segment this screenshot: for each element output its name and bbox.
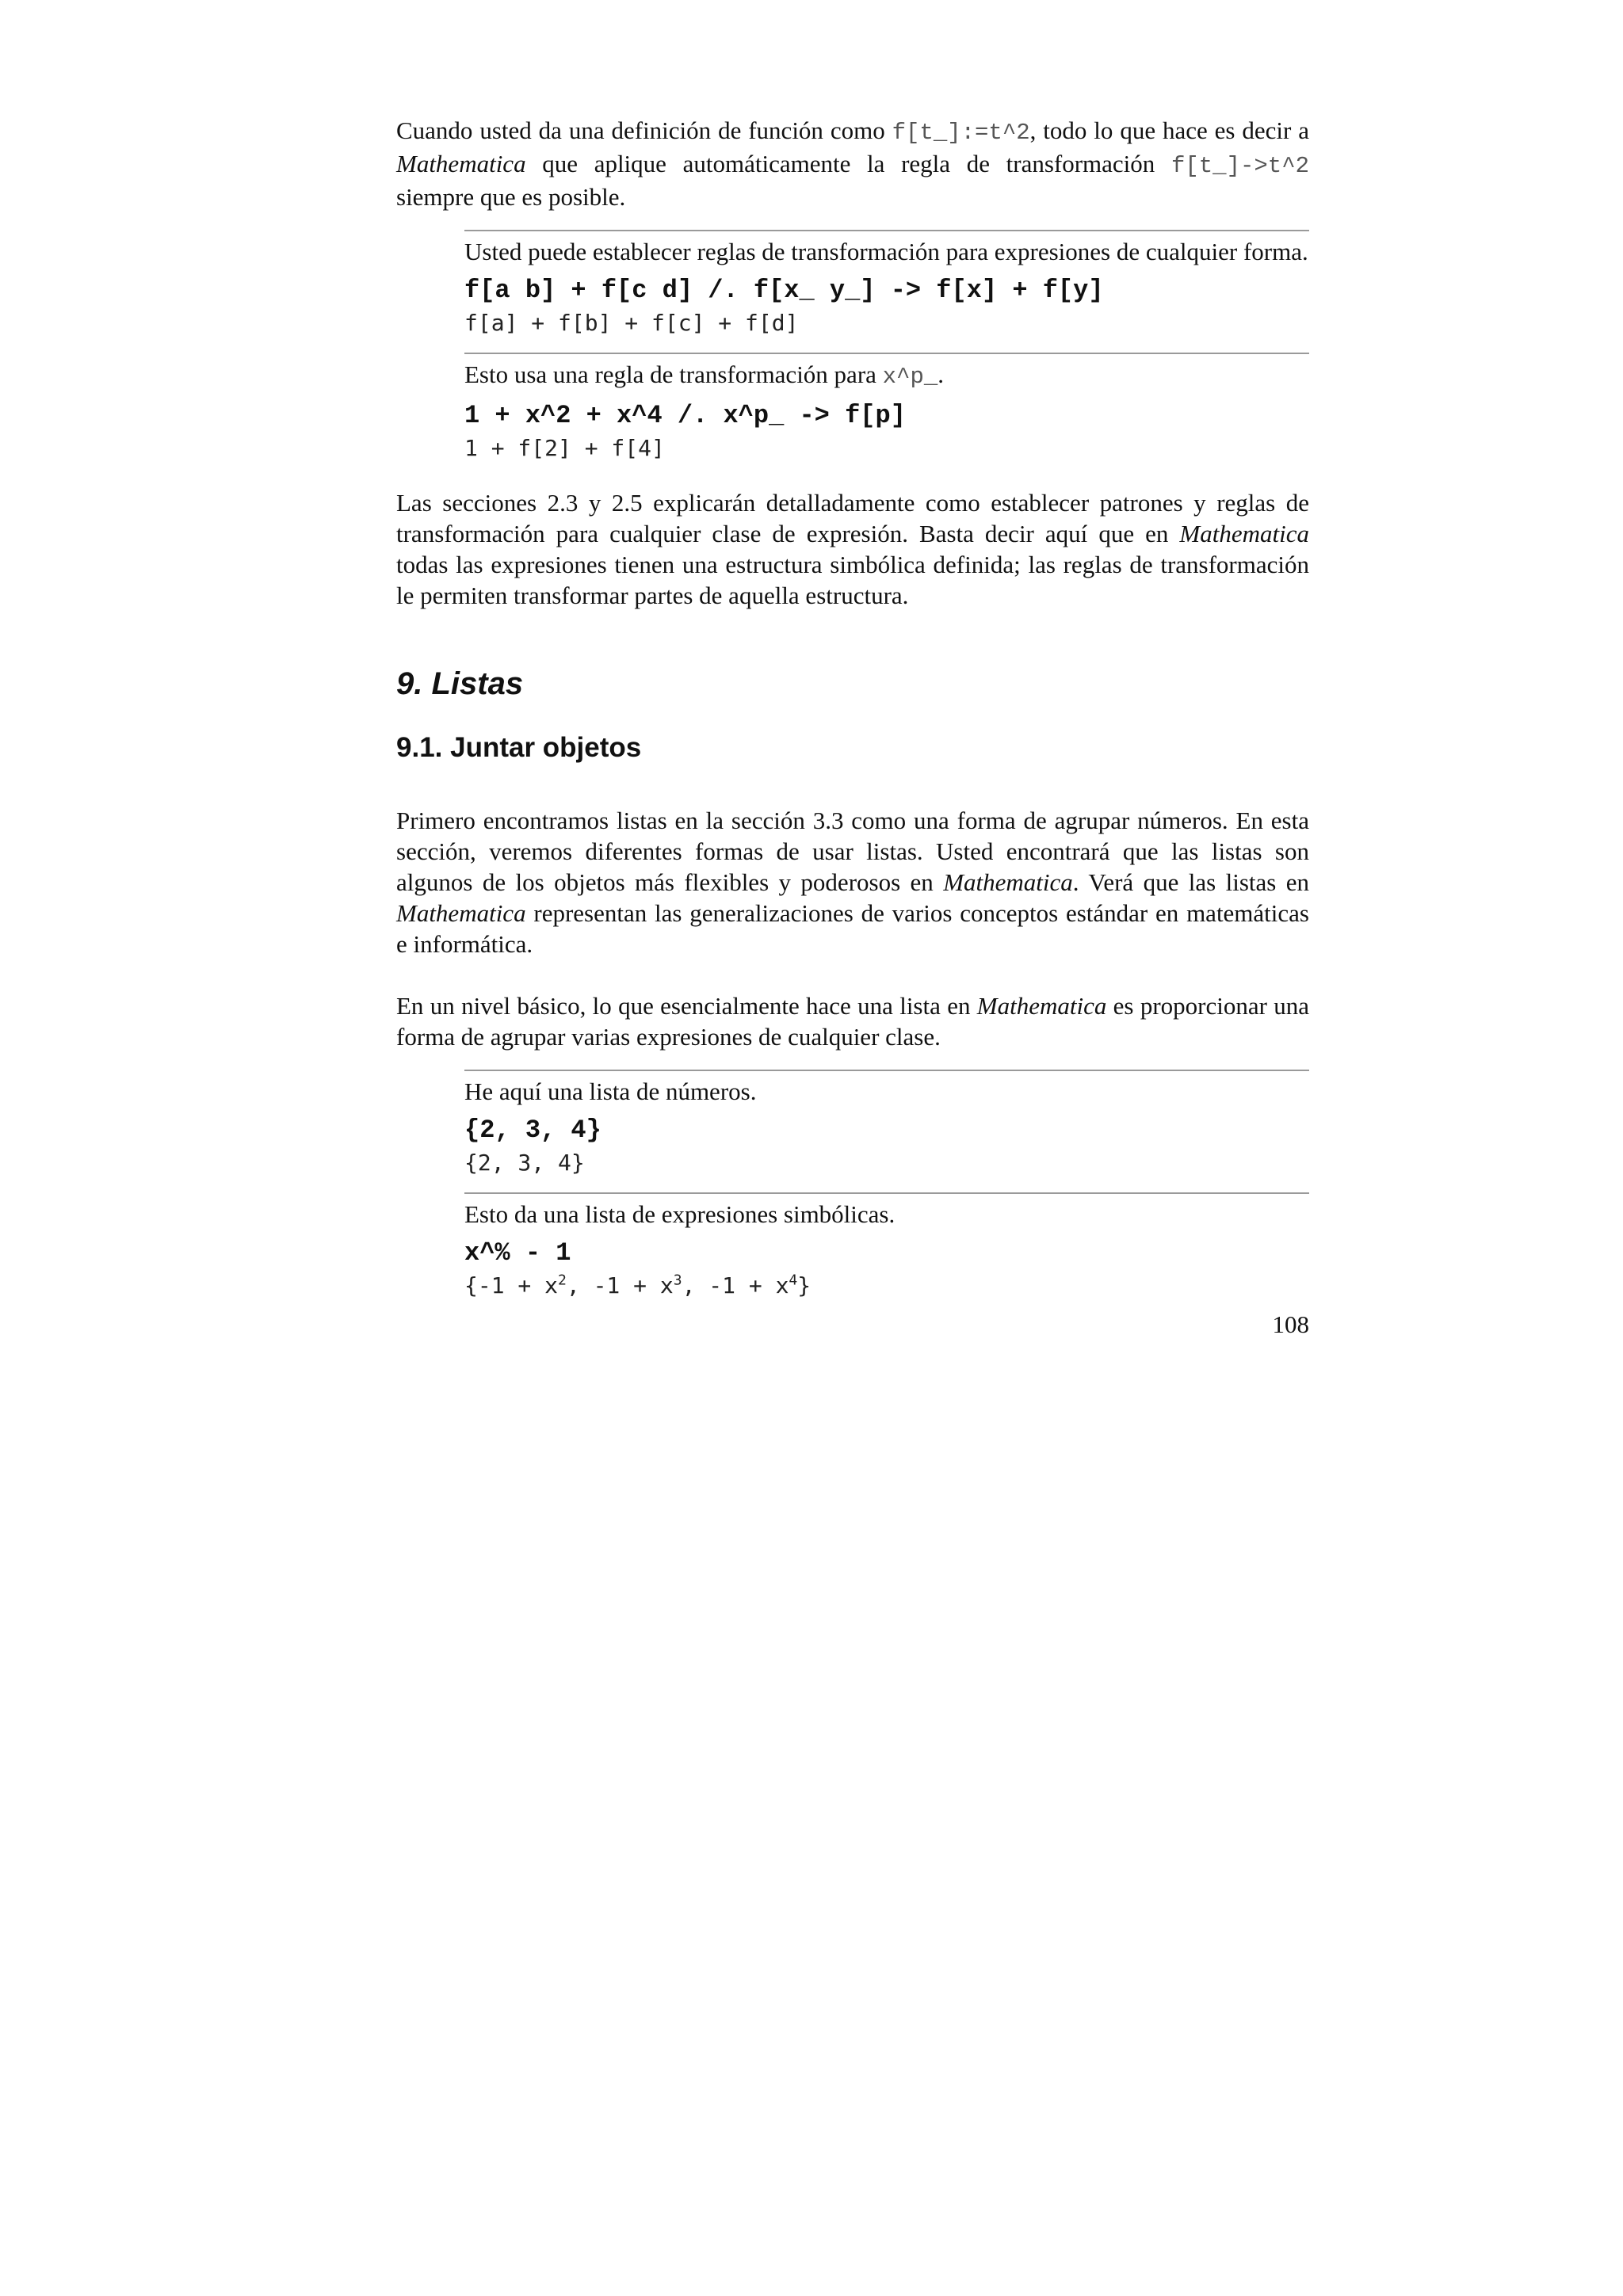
emphasis: Mathematica [1179, 520, 1309, 547]
emphasis: Mathematica [396, 150, 526, 177]
example-symbolic-list [464, 1192, 1309, 1301]
subsection-title: 9.1. Juntar objetos [396, 732, 642, 763]
paragraph-function-definition: Cuando usted da una definición de función como f[t_]:=t^2, todo lo que hace es decir a Mathematica que aplique automáticamente la regla de transformación f[t_]->t^2 siempre que es posible. [396, 116, 1309, 211]
output-cell: {$-1 + x^2$, $-1 + x^3$, $-1 + x^4$} [464, 1272, 812, 1299]
exponent: 4 [789, 1272, 798, 1289]
input-cell: 1 + x^2 + x^4 /. x^p_ -> f[p] [464, 401, 906, 430]
output-cell: f[a] + f[b] + f[c] + f[d] [464, 310, 799, 336]
inline-code: x^p_ [882, 364, 938, 390]
example-description: Esto usa una regla de transformación para x^p_. [464, 360, 945, 390]
example-transformation-rules [464, 230, 1309, 338]
input-cell: f[a b] + f[c d] /. f[x_ y_] -> f[x] + f[y] [464, 276, 1104, 305]
inline-code: f[t_]->t^2 [1170, 153, 1309, 179]
emphasis: Mathematica [943, 868, 1073, 896]
input-cell: {2, 3, 4} [464, 1116, 601, 1145]
page-content [396, 115, 1309, 1348]
paragraph-lists-basic: En un nivel básico, lo que esencialmente hace una lista en Mathematica es proporcionar una forma de agrupar varias expresiones de cualquier clase. [396, 992, 1309, 1051]
output-cell: {2, 3, 4} [464, 1150, 585, 1176]
output-cell: 1 + f[2] + f[4] [464, 435, 665, 461]
example-description: Esto da una lista de expresiones simbólicas. [464, 1200, 896, 1228]
paragraph-lists-intro: Primero encontramos listas en la sección 3.3 como una forma de agrupar números. En esta sección, veremos diferentes formas de usar listas. Usted encontrará que las listas son algunos de los objetos más flexibles y poderosos en Mathematica. Verá que las listas en Mathematica representan las generalizaciones de varios conceptos estándar en matemáticas e informática. [396, 807, 1309, 958]
example-number-list [464, 1070, 1309, 1178]
emphasis: Mathematica [396, 899, 526, 927]
example-power-rule [464, 353, 1309, 463]
section-title: 9. Listas [396, 666, 524, 701]
exponent: 3 [673, 1272, 682, 1289]
page-number: 108 [1272, 1310, 1309, 1338]
exponent: 2 [558, 1272, 567, 1289]
paragraph-sections-reference: Las secciones 2.3 y 2.5 explicarán detalladamente como establecer patrones y reglas de transformación para cualquier clase de expresión. Basta decir aquí que en Mathematica todas las expresiones tienen una estructura simbólica definida; las reglas de transformación le permiten transformar partes de aquella estructura. [396, 489, 1309, 609]
input-cell: x^% - 1 [464, 1238, 571, 1268]
emphasis: Mathematica [976, 992, 1107, 1020]
inline-code: f[t_]:=t^2 [892, 120, 1030, 146]
example-description: He aquí una lista de números. [464, 1077, 757, 1105]
example-description: Usted puede establecer reglas de transformación para expresiones de cualquier forma. [464, 238, 1308, 265]
